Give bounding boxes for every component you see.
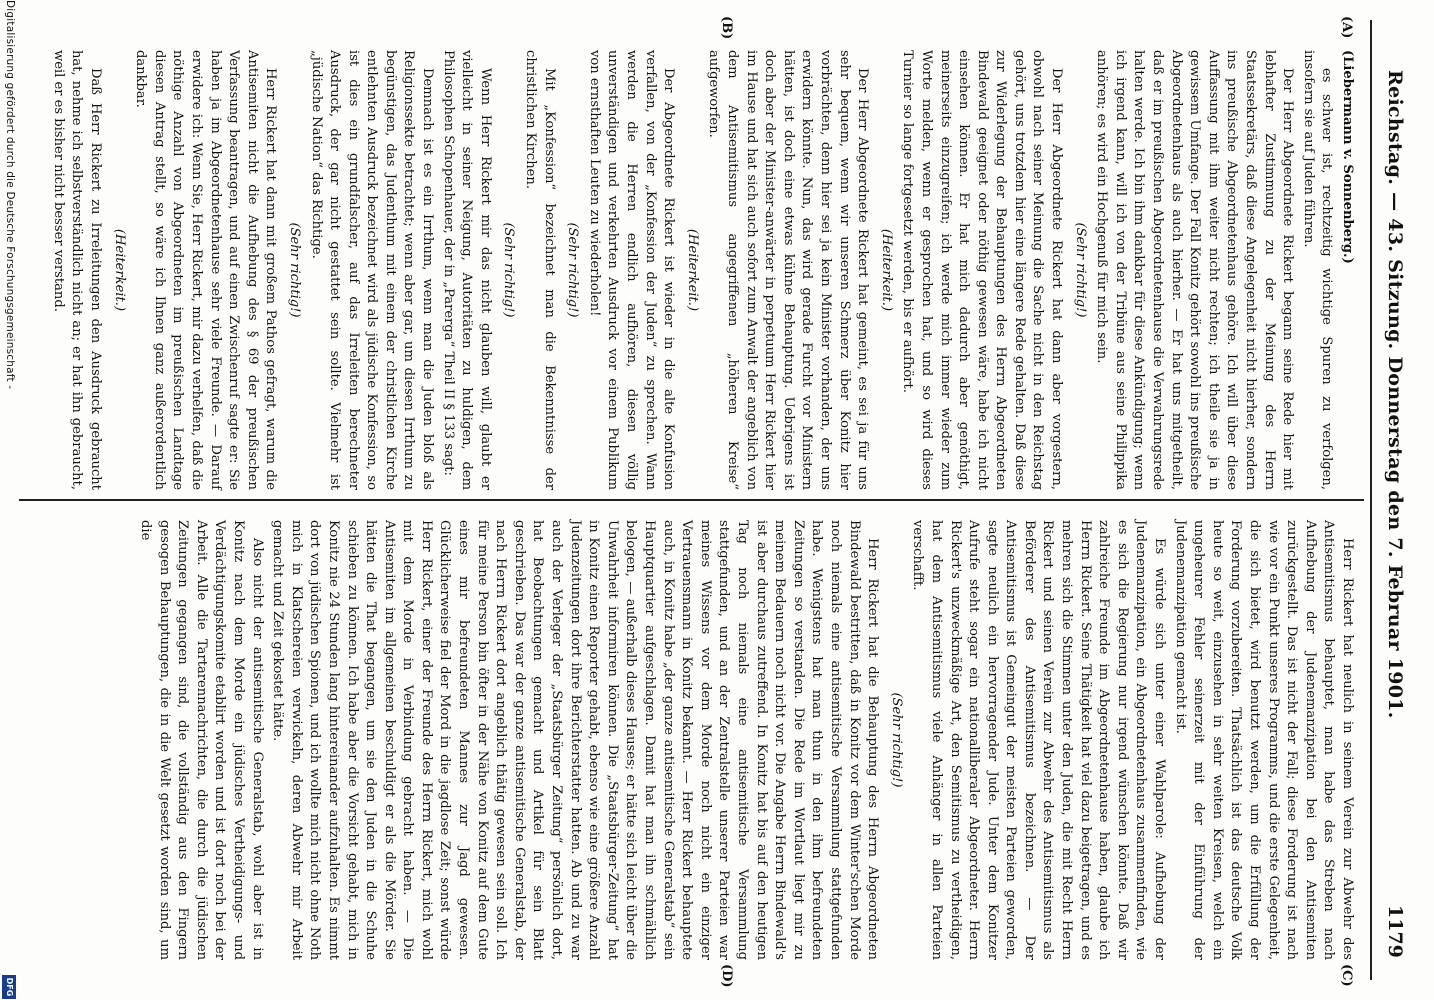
- margin-marker-b: (B): [719, 16, 734, 40]
- paragraph: Mit „Konfession“ bezeichnet man die Bekenntnisse der christlichen Kirchen.: [523, 50, 557, 490]
- paragraph: Herr Rickert hat die Behauptung des Herrn Abgeordneten Bindewald bestritten, daß in Konitz vor dem Winter'schen Morde noch niemals eine antisemitische Versammlung stattgefunden habe. Wenigstens hat man thun in den ihm befreundeten Zeitungen so verstanden. Die Rede im Wortlaut liegt mir zu meinem Bedauern noch nicht vor. Die Angabe Herrn Bindewald's ist aber durchaus zutreffend. In Konitz hat bis auf den heutigen Tag noch niemals eine antisemitische Versammlung stattgefunden, und an der Zentralstelle unserer Parteien war meines Wissens vor dem Morde noch nicht ein einziger Vertrauensmann in Konitz bekannt. — Herr Rickert behauptete auch, in Konitz habe „der ganze antisemitische Generalstab“ sein Hauptquartier aufgeschlagen. Damit hat man ihn schmählich belogen, — außerhalb dieses Hauses; er hätte sich leicht über die Unwahrheit informiren können. Die „Staatsbürger-Zeitung“ hat in Konitz einen Reporter gehabt, ebenso wie eine größere Anzahl Judenzeitungen dort ihre Berichterstatter hatten. Ab und zu war auch der Verleger der „Staatsbürger Zeitung“ persönlich dort, hat Beobachtungen gemacht und Artikel für sein Blatt geschrieben. Das war der ganze antisemitische Generalstab, der nach Herrn Rickert dort angeblich thätig gewesen sein soll. Ich für meine Person bin öfter in der Nähe von Konitz auf dem Gute eines mir befreundeten Mannes zur Jagd gewesen. Glücklicherweise fiel der Mord in die jagdlose Zeit; sonst würde Herr Rickert, einer der Freunde des Herrn Rickert, mich wohl mit dem Morde in Verbindung gebracht haben. — Die Antisemiten im allgemeinen beschuldigt er als die Mörder. Sie hätten die That begangen, um sie den Juden in die Schuhe schieben zu können. Ich habe aber die Vorsicht gehabt, mich in Konitz nie 24 Stunden lang hintereinander aufzuhalten. Es nimmt dort von jüdischen Spionen, und ich wollte mich nicht ohne Noth mich in Klatschereien verwickeln, deren Abwehr mir Arbeit gemacht und Zeit gekostet hätte.: [270, 520, 881, 960]
- margin-marker-a: (A): [1339, 16, 1354, 39]
- margin-marker-d: (D): [719, 964, 734, 988]
- text-column-2: [133, 520, 1356, 960]
- paragraph: Der Abgeordnete Rickert ist wieder in die alte Konfusion verfallen, von der „Konfession der Juden“ zu sprechen. Wann werden die Herren endlich aufhören, diesen völlig unverständigen und verkehrten Ausdruck vor einem Publikum von ernsthaften Leuten zu wiederholen!: [586, 50, 677, 490]
- reaction: (Sehr richtig!): [565, 222, 581, 318]
- reaction: (Heiterkeit.): [684, 228, 700, 312]
- reaction: (Sehr richtig!): [888, 692, 904, 788]
- paragraph: Der Herr Abgeordnete Rickert hat gemeint, es sei ja für uns sehr bequem, wenn wir unseren Schmerz über Konitz hier vorbrächten, denn hier sei ja kein Minister vorhanden, der uns erwidern könnte. Nun, das wird gerade Furcht vor Ministern hätten, ist doch eine etwas kühne Behauptung. Uebrigens ist doch aber der Minister-anwärter in perpetuum Herr Rickert hier im Hause und hat sich auch sofort zum Anwalt der angeblich von dem Antisemitismus angegriffenen „höheren Kreise“ aufgeworfen.: [706, 50, 871, 490]
- margin-marker-c: (C): [1339, 964, 1354, 987]
- page-header: [1372, 0, 1412, 1000]
- column-divider: [19, 499, 1364, 501]
- reaction: (Sehr richtig!): [501, 222, 517, 318]
- text-column-1: [46, 50, 1356, 490]
- header-title: Reichstag. — 43. Sitzung. Donnerstag den 7. Februar 1901.: [1384, 70, 1406, 719]
- paragraph: Wenn Herr Rickert mir das nicht glauben will, glaubt er vielleicht in seiner Neigung, Autoritäten zu huldigen, dem Philosophen Schopenhauer, der in „Parerga“ Theil II § 133 sagt:: [440, 50, 493, 490]
- paragraph: Der Herr Abgeordnete Rickert begann seine Rede hier mit lebhafter Zustimmung zu der Meinung des Herrn Staatssekretärs, daß diese Angelegenheit nicht hierher, sondern ins preußische Abgeordnetenhaus gehöre. Ich will über diese Auffassung mit ihm weiter nicht rechten; ich theile sie ja in gewissem Umfange. Der Fall Konitz gehört sowohl ins preußische Abgeordnetenhaus als auch hierher. — Er hat uns mitgetheilt, daß er im preußischen Abgeordnetenhause die Verwahrungsrede halten werde. Ich bin ihm dankbar für diese Ankündigung; wenn ich irgend kann, will ich von der Tribüne aus seine Philippika anhören; es wird ein Hochgenuß für mich sein.: [1094, 50, 1296, 490]
- reaction: (Sehr richtig!): [286, 222, 302, 318]
- reaction: (Heiterkeit.): [878, 228, 894, 312]
- page-number: 1179: [1384, 905, 1406, 958]
- paragraph: Daß Herr Rickert zu Irreleitungen den Ausdruck gebraucht hat, nehme ich selbstverständlich nicht an; er hat ihn gebraucht, weil er es bisher nicht besser verstand.: [50, 50, 103, 490]
- speaker-label: (Liebermann v. Sonnenberg.): [1340, 50, 1355, 264]
- footer-credit: Digitalisierung gefördert durch die Deutsche Forschungsgemeinschaft -: [4, 0, 16, 390]
- paragraph: Es würde sich unter einer Wahlparole: Aufhebung der Judenemanzipation, ein Abgeordnetenhaus zusammenfinden, wie es sich die Regierung nur irgend wünschen könnte. Daß wir zahlreiche Freunde im Abgeordnetenhause haben, glaube ich Herrn Rickert. Seine Thätigkeit hat viel dazu beigetragen, und es mehren sich die Stimmen unter den Juden, die mit Recht Herrn Rickert und seinen Verein zur Abwehr des Antisemitismus als Beförderer des Antisemitismus bezeichnen. — Der Antisemitismus ist Gemeingut der meisten Parteien geworden, sagte neulich ein hervorragender Jude. Unter dem Konitzer Aufrufe steht sogar ein nationalliberaler Abgeordneter. Herrn Rickert's unzweckmäßige Art, den Semitismus zu vertheidigen, hat dem Antisemitismus viele Anhänger in allen Parteien verschafft.: [910, 520, 1168, 960]
- header-rule: [1370, 20, 1372, 980]
- paragraph: Herr Rickert hat neulich in seinem Verein zur Abwehr des Antisemitismus behauptet, man habe das Streben nach Aufhebung der Judenemanzipation bei den Antisemiten zurückgestellt. Das ist nicht der Fall; diese Forderung ist nach wie vor ein Punkt unseres Programms, und die erste Gelegenheit, die sich bietet, wird benutzt werden, um die Erfüllung der Forderung vorzubereiten. Thatsächlich ist das deutsche Volk heute so weit, einzusehen in sehr weiten Kreisen, welch ein ungeheurer Fehler seinerzeit mit der Einführung der Judenemanzipation gemacht ist.: [1172, 520, 1355, 960]
- dfg-logo: DFG: [2, 975, 16, 999]
- paragraph: Also nicht der antisemitische Generalstab, wohl aber ist in Konitz nach dem Morde ein jüdisches Vertheidigungs- und Verdächtigungskomite etablirt worden und ist dort noch bei der Arbeit. Alle die Tartarennachrichten, die durch die jüdischen Zeitungen gegangen sind, die vollständig aus den Fingern gesogen Behauptungen, die in die Welt gesetzt worden sind, um die: [138, 520, 265, 960]
- paragraph: Der Herr Abgeordnete Rickert hat dann aber vorgestern, obwohl nach seiner Meinung die Sache nicht in den Reichstag gehört, uns trotzdem hier eine längere Rede gehalten. Daß diese zur Widerlegung der Behauptungen des Herrn Abgeordneten Bindewald geeignet oder nöthig gewesen wäre, habe ich nicht einsehen können. Er hat mich dadurch aber genöthigt, meinerseits einzugreifen; ich werde mich immer wieder zum Worte melden, wenn er gesprochen hat, und so wird dieses Turnier so lange fortgesetzt werden, bis er aufhört.: [900, 50, 1065, 490]
- paragraph: Herr Rickert hat dann mit großem Pathos gefragt, warum die Antisemiten nicht die Aufhebung des § 69 der preußischen Verfassung beantragen, und auf einen Zwischenruf sagte er: Sie haben ja im Abgeordnetenhause sehr viele Freunde. — Darauf erwidere ich: Wenn Sie, Herr Rickert, mir dazu verhelfen, daß die nöthige Anzahl von Abgeordneten im preußischen Landtage diesen Antrag stellt, so wäre ich Ihnen ganz außerordentlich dankbar.: [133, 50, 279, 490]
- paragraph: Demnach ist es ein Irrthum, wenn man die Juden bloß als Religionssekte betrachtet; wenn aber gar, um diesen Irrthum zu begünstigen, das Judenthum mit einem der christlichen Kirche entlehnten Ausdruck bezeichnet wird als jüdische Konfession, so ist dies ein grundfalscher, auf das Irreleiten berechneter Ausdruck, der gar nicht gestattet sein sollte. Vielmehr ist „jüdische Nation“ das Richtige.: [308, 50, 436, 490]
- footer: [0, 0, 16, 1000]
- paragraph: es schwer ist, rechtzeitig wichtige Spuren zu verfolgen, insofern sie auf Juden führen.: [1300, 50, 1335, 490]
- reaction: (Sehr richtig!): [1072, 222, 1088, 318]
- reaction: (Heiterkeit.): [111, 228, 127, 312]
